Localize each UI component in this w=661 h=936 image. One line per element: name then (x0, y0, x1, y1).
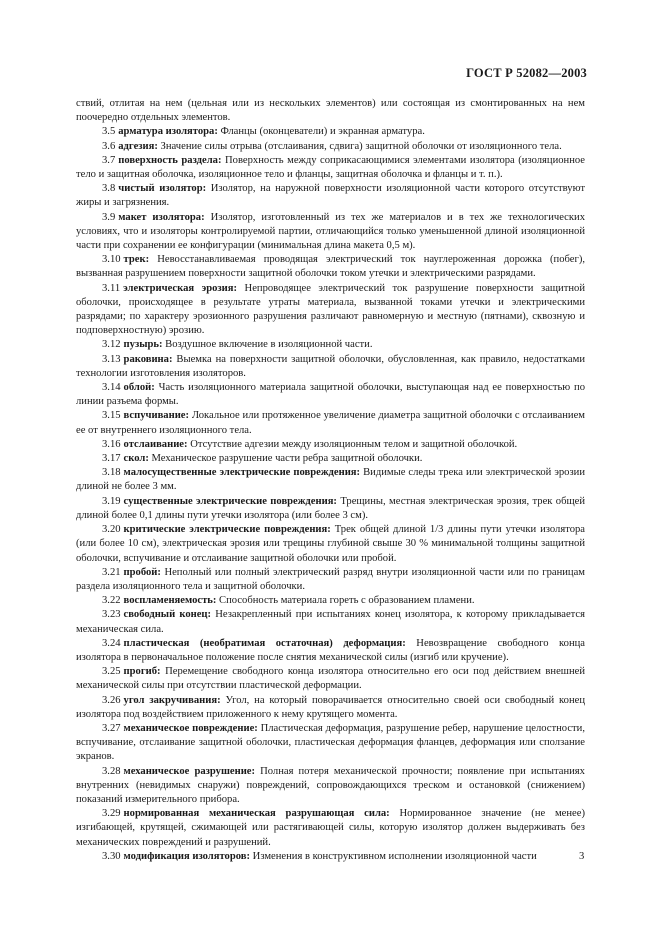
definition-item (76, 353, 585, 381)
definition-text: Перемещение свободного конца изолятора относительно его оси под действием внешней механической силы при отсутствии пластической деформации. (76, 666, 585, 692)
definition-item (76, 566, 585, 594)
item-number: 3.20 (102, 524, 121, 536)
continuation-paragraph: ствий, отлитая на нем (цельная или из нескольких элементов) или состоящая из смонтированных на нем поочередно отдельных элементов. (76, 98, 585, 124)
definition-item (76, 694, 585, 722)
item-number: 3.11 (102, 282, 121, 294)
term-label: арматура изолятора: (118, 126, 218, 138)
definition-text: Неполный или полный электрический разряд внутри изоляционной части или по границам раздела изоляционного тела и защитной оболочки. (76, 566, 585, 592)
definition-text: Изолятор, на наружной поверхности изоляционной части которого отсутствуют жиры и загрязнения. (76, 183, 586, 209)
definition-item (76, 807, 585, 850)
definition-item (76, 495, 585, 523)
definition-item (76, 523, 585, 566)
item-number: 3.5 (102, 126, 116, 138)
item-number: 3.15 (102, 410, 121, 422)
term-label: раковина: (123, 353, 173, 365)
definition-text: Непроводящее электрический ток разрушение поверхности защитной оболочки, происходящее в результате утраты материала, вызванной токами утечки и электрическими разрядами; по характеру эрозионного разрушения различают равномерную и местную (пятнами), сквозную и подповерхностную) эрозию. (76, 282, 585, 337)
definition-item (76, 211, 585, 254)
definition-item (76, 452, 585, 466)
definition-text: Фланцы (оконцеватели) и экранная арматура. (217, 126, 425, 138)
item-number: 3.6 (102, 140, 116, 152)
definition-item (76, 665, 585, 693)
definition-text: Механическое разрушение части ребра защитной оболочки. (148, 453, 423, 465)
definition-item (76, 438, 585, 452)
definition-text: Локальное или протяженное увеличение диаметра защитной оболочки с отслаиванием ее от внутреннего изоляционного тела. (76, 410, 585, 436)
document-code-header: ГОСТ Р 52082—2003 (466, 66, 587, 80)
term-label: малосущественные электрические повреждения: (123, 467, 361, 479)
definition-text: Способность материала гореть с образованием пламени. (216, 595, 475, 607)
definition-text: Отсутствие адгезии между изоляционным телом и защитной оболочкой. (187, 438, 518, 450)
term-label: модификация изоляторов: (123, 850, 251, 862)
term-label: пластическая (необратимая остаточная) деформация: (123, 637, 406, 649)
item-number: 3.30 (102, 850, 121, 862)
item-number: 3.14 (102, 382, 121, 394)
item-number: 3.17 (102, 453, 121, 465)
term-label: прогиб: (123, 666, 161, 678)
term-label: отслаивание: (123, 438, 188, 450)
item-number: 3.23 (102, 609, 121, 621)
definition-text: Невосстанавливаемая проводящая электрический ток науглероженная дорожка (побег), вызванная разрушением поверхности защитной оболочки током утечки и электрическими разрядами. (76, 254, 585, 280)
definition-item (76, 338, 585, 352)
term-label: трек: (123, 254, 150, 266)
definition-item (76, 381, 585, 409)
item-number: 3.19 (102, 495, 121, 507)
item-number: 3.25 (102, 666, 121, 678)
definition-item (76, 182, 585, 210)
definition-text: Значение силы отрыва (отслаивания, сдвига) защитной оболочки от изоляционного тела. (157, 140, 562, 152)
term-label: вспучивание: (123, 410, 190, 422)
definition-item (76, 594, 585, 608)
item-number: 3.13 (102, 353, 121, 365)
term-label: механическое разрушение: (123, 765, 256, 777)
definition-item (76, 608, 585, 636)
definition-item (76, 282, 585, 339)
term-label: адгезия: (118, 140, 158, 152)
definition-text: Трещины, местная электрическая эрозия, трек общей длиной более 0,1 длины пути утечки изолятора (или более 3 см). (76, 495, 586, 521)
definition-text: Изолятор, изготовленный из тех же материалов и в тех же технологических условиях, что и изоляторы контролируемой партии, отличающийся только уменьшенной длиной изоляционной части при сохранении ее конфигурации (минимальная длина макета 0,5 м). (76, 211, 585, 252)
definition-text: Видимые следы трека или электрической эрозии длиной не более 3 мм. (76, 467, 585, 493)
definition-text: Трек общей длиной 1/3 длины пути утечки изолятора (или более 10 см), электрическая эрозия или трещины глубиной свыше 30 % минимальной толщины защитной оболочки, вспучивание и отслаивание защитной оболочки или пробой. (76, 524, 585, 564)
term-label: поверхность раздела: (118, 154, 222, 166)
item-number: 3.27 (102, 722, 121, 734)
term-label: существенные электрические повреждения: (123, 495, 337, 507)
definition-text: Угол, на который поворачивается относительно своей оси свободный конец изолятора под воздействием приложенного к нему крутящего момента. (76, 694, 585, 720)
term-label: критические электрические повреждения: (123, 524, 331, 536)
item-number: 3.8 (102, 183, 116, 195)
term-label: чистый изолятор: (118, 183, 207, 195)
item-number: 3.22 (102, 595, 121, 607)
definition-item (76, 409, 585, 437)
term-label: пробой: (123, 566, 161, 578)
definition-item (76, 466, 585, 494)
item-number: 3.7 (102, 154, 116, 166)
term-label: скол: (123, 453, 149, 465)
definition-text: Невозвращение свободного конца изолятора в первоначальное положение после снятия механической силы (изгиб или кручение). (76, 637, 585, 663)
term-label: облой: (123, 382, 155, 394)
definition-text: Выемка на поверхности защитной оболочки, обусловленная, как правило, недостатками технологии изготовления изоляторов. (76, 353, 585, 379)
term-label: механическое повреждение: (123, 722, 258, 734)
definition-item (76, 154, 585, 182)
definition-item (76, 253, 585, 281)
term-label: воспламеняемость: (123, 595, 217, 607)
definition-text: Нормированное значение (не менее) изгибающей, крутящей, сжимающей или растягивающей силы, которую изолятор должен выдерживать без механических повреждений и разрушений. (76, 808, 585, 848)
term-label: угол закручивания: (123, 694, 221, 706)
item-number: 3.21 (102, 566, 121, 578)
definition-text: Пластическая деформация, разрушение ребер, нарушение целостности, вспучивание, отслаивание защитной оболочки, пластическая деформация фланцев, деформация или сползание экранов. (76, 722, 586, 763)
term-label: свободный конец: (123, 609, 212, 621)
term-label: пузырь: (123, 339, 163, 351)
item-number: 3.29 (102, 808, 121, 820)
item-number: 3.28 (102, 765, 121, 777)
definition-item (76, 850, 585, 864)
term-label: нормированная механическая разрушающая сила: (123, 808, 390, 820)
item-number: 3.10 (102, 254, 121, 266)
definition-text: Часть изоляционного материала защитной оболочки, выступающая над ее поверхностью по линии разъема формы. (76, 382, 585, 408)
page-number: 3 (579, 851, 585, 862)
item-number: 3.9 (102, 211, 116, 223)
term-label: электрическая эрозия: (123, 282, 238, 294)
definition-text: Незакрепленный при испытаниях конец изолятора, к которому прикладывается механическая сила. (76, 609, 585, 635)
item-number: 3.24 (102, 637, 121, 649)
item-number: 3.18 (102, 467, 121, 479)
definition-text: Поверхность между соприкасающимися элементами изолятора (изоляционное тело и защитная оболочка, изоляционное тело и фланцы, защитная оболочка и фланцы и т. п.). (76, 154, 586, 181)
definition-text: Изменения в конструктивном исполнении изоляционной части (250, 850, 537, 862)
definition-item (76, 637, 585, 665)
definition-item (76, 125, 585, 139)
term-label: макет изолятора: (118, 211, 205, 223)
item-number: 3.26 (102, 694, 121, 706)
item-number: 3.12 (102, 339, 121, 351)
definition-item (76, 722, 585, 765)
definition-item (76, 140, 585, 154)
definition-text: Полная потеря механической прочности; появление при испытаниях внутренних (невидимых снаружи) повреждений, сопровождающихся треском и остановкой (снижением) показаний измерительного прибора. (76, 765, 585, 805)
definition-text: Воздушное включение в изоляционной части. (162, 339, 373, 351)
document-body (76, 97, 585, 864)
item-number: 3.16 (102, 438, 121, 450)
definition-item (76, 765, 585, 808)
